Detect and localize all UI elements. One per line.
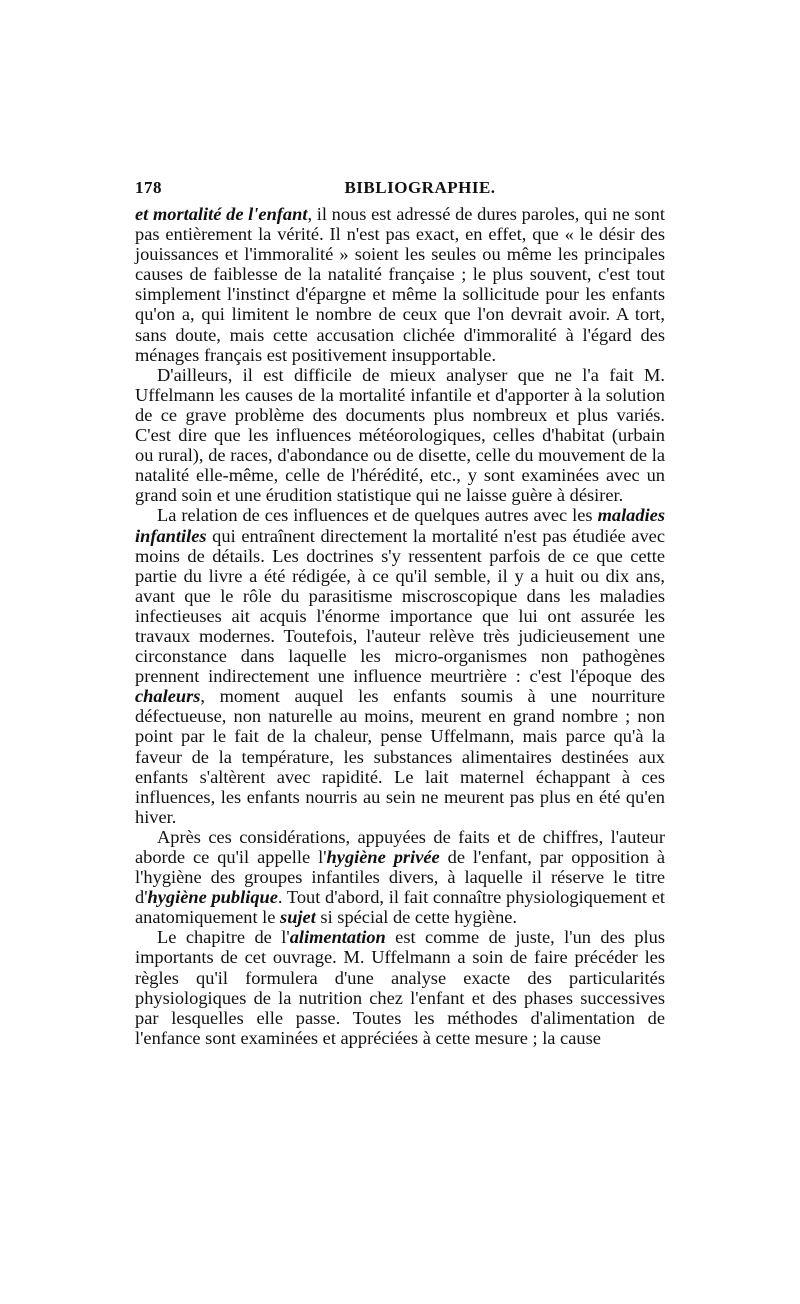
text-run: qui entraînent directement la mortalité n'est pas étudiée avec moins de détails. Les doctrines s'y ressentent parfois de ce que cette partie du livre a été rédigée, à ce qu'il semble, il y a huit ou dix ans, avant que le rôle du parasitisme miscroscopique dans les maladies infectieuses ait acquis l'énorme importance que lui ont assurée les travaux modernes. Toutefois, l'auteur relève très judicieusement une circonstance dans laquelle les micro-organismes non pathogènes prennent indirectement une influence meurtrière : c'est l'époque des <box>135 525 665 687</box>
text-run: , il nous est adressé de dures paroles, qui ne sont pas entièrement la vérité. Il n'est pas exact, en effet, que « le désir des jouissances et l'immoralité » soient les seules ou même les principales causes de faiblesse de la natalité française ; le plus souvent, c'est tout simplement l'instinct d'épargne et même la sollicitude pour les enfants qu'on a, qui limitent le nombre de ceux que l'on devrait avoir. A tort, sans doute, mais cette accusation clichée d'immoralité à l'égard des ménages français est positivement insupportable. <box>135 204 665 365</box>
text-run: de l'enfant, par opposition à l'hygiène des groupes infantiles divers, à laquelle il réserve le titre d' <box>135 847 665 908</box>
paragraph <box>135 827 665 927</box>
text-run: Le chapitre de l' <box>157 927 290 948</box>
body-text <box>135 204 665 1048</box>
paragraph <box>135 927 665 1048</box>
italic-phrase: sujet <box>280 907 316 928</box>
italic-phrase: hygiène privée <box>326 847 440 867</box>
text-run: si spécial de cette hygiène. <box>315 907 518 928</box>
paragraph <box>135 204 665 365</box>
italic-phrase: chaleurs <box>135 686 201 707</box>
running-title: BIBLIOGRAPHIE. <box>344 178 496 197</box>
paragraph <box>135 505 665 827</box>
italic-phrase: maladies infantiles <box>135 505 665 546</box>
book-page <box>135 174 665 1048</box>
text-run: . Tout d'abord, il fait connaître physiologiquement et anatomiquement le <box>135 887 665 928</box>
paragraph <box>135 365 665 506</box>
text-run: Après ces considérations, appuyées de faits et de chiffres, l'auteur aborde ce qu'il appelle l' <box>135 826 665 867</box>
page-number: 178 <box>135 178 162 197</box>
running-head <box>135 174 665 204</box>
text-run: est comme de juste, l'un des plus importants de cet ouvrage. M. Uffelmann a soin de faire précéder les règles qu'il formulera d'une analyse exacte des particularités physiologiques de la nutrition chez l'enfant et des phases successives par lesquelles elle passe. Toutes les méthodes d'alimentation de l'enfance sont examinées et appréciées à cette mesure ; la cause <box>135 927 665 1048</box>
italic-phrase: hygiène publique <box>147 887 278 908</box>
text-run: La relation de ces influences et de quelques autres avec les <box>157 505 598 526</box>
text-run: D'ailleurs, il est difficile de mieux analyser que ne l'a fait M. Uffelmann les causes de la mortalité infantile et d'apporter à la solution de ce grave problème des documents plus nombreux et plus variés. C'est dire que les influences météorologiques, celles d'habitat (urbain ou rural), de races, d'abondance ou de disette, celle du mouvement de la natalité elle-même, celle de l'hérédité, etc., y sont examinées avec un grand soin et une érudition statistique qui ne laisse guère à désirer. <box>135 364 665 506</box>
text-run: , moment auquel les enfants soumis à une nourriture défectueuse, non naturelle au moins, meurent en grand nombre ; non point par le fait de la chaleur, pense Uffelmann, mais parce qu'à la faveur de la température, les substances alimentaires destinées aux enfants s'altèrent avec rapidité. Le lait maternel échappant à ces influences, les enfants nourris au sein ne meurent pas plus en été qu'en hiver. <box>135 686 665 827</box>
italic-phrase: et mortalité de l'enfant <box>135 204 308 224</box>
italic-phrase: alimentation <box>289 927 386 948</box>
